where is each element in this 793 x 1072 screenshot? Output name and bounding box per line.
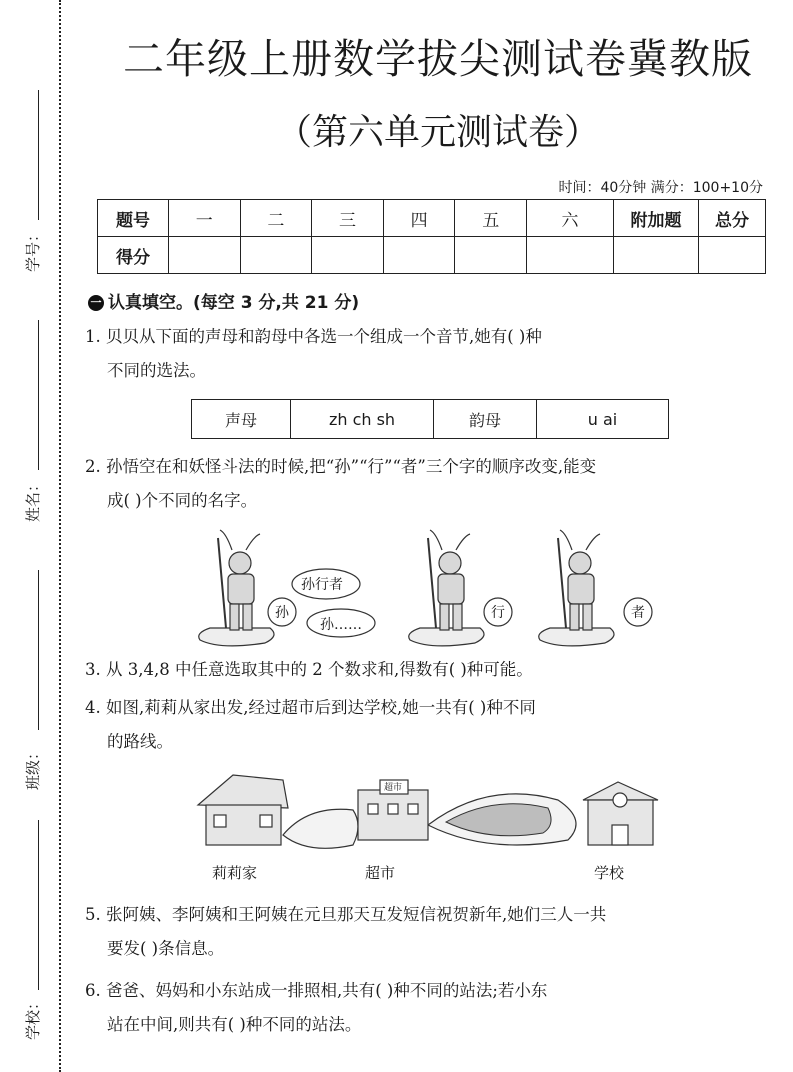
question-2-line-2: 成( )个不同的名字。 bbox=[107, 491, 258, 510]
caption-home: 莉莉家 bbox=[212, 864, 258, 882]
bubble-text-2: 孙…… bbox=[320, 617, 362, 633]
question-3 bbox=[85, 653, 765, 687]
bubble-text-1: 孙行者 bbox=[301, 577, 343, 593]
page-title: 二年级上册数学拔尖测试卷冀教版 bbox=[123, 35, 753, 83]
score-header-cell: 题号 bbox=[98, 200, 169, 237]
question-6-line-2: 站在中间,则共有( )种不同的站法。 bbox=[107, 1015, 362, 1034]
pinyin-header-initials: 声母 bbox=[192, 400, 291, 439]
cloud-label-2: 行 bbox=[491, 605, 505, 621]
class-label: 班级： bbox=[24, 744, 42, 790]
score-input-cell[interactable] bbox=[699, 237, 766, 274]
score-input-cell[interactable] bbox=[169, 237, 241, 274]
page-subtitle: （第六单元测试卷） bbox=[275, 112, 600, 153]
question-4-line-2: 的路线。 bbox=[107, 732, 173, 751]
question-6 bbox=[85, 974, 765, 1042]
monkey-figure-3 bbox=[539, 530, 614, 646]
score-header-cell: 五 bbox=[455, 200, 527, 237]
pinyin-header-finals: 韵母 bbox=[434, 400, 537, 439]
pinyin-table bbox=[191, 399, 669, 439]
caption-market: 超市 bbox=[365, 864, 396, 882]
question-5 bbox=[85, 898, 765, 966]
score-input-cell[interactable] bbox=[527, 237, 614, 274]
name-label: 姓名： bbox=[24, 476, 42, 522]
score-table bbox=[97, 199, 766, 274]
score-header-cell: 总分 bbox=[699, 200, 766, 237]
section-heading bbox=[88, 288, 359, 313]
question-1 bbox=[85, 320, 765, 388]
section-marker-icon: 一 bbox=[88, 295, 104, 311]
pinyin-finals: u ai bbox=[537, 400, 669, 439]
school-icon bbox=[583, 782, 658, 845]
section-title: 认真填空。(每空 3 分,共 21 分) bbox=[108, 293, 360, 313]
question-3-line-1: 3. 从 3,4,8 中任意选取其中的 2 个数求和,得数有( )种可能。 bbox=[85, 660, 533, 679]
score-input-cell[interactable] bbox=[383, 237, 455, 274]
score-header-cell: 附加题 bbox=[614, 200, 699, 237]
cloud-label-1: 孙 bbox=[275, 605, 289, 621]
score-input-cell[interactable] bbox=[455, 237, 527, 274]
score-input-cell[interactable] bbox=[240, 237, 312, 274]
market-sign: 超市 bbox=[384, 783, 403, 793]
road-loop-1 bbox=[283, 809, 358, 848]
caption-school: 学校 bbox=[594, 864, 625, 882]
binding-dashed-line bbox=[59, 0, 61, 1072]
score-header-cell: 二 bbox=[240, 200, 312, 237]
score-header-cell: 六 bbox=[527, 200, 614, 237]
pinyin-initials: zh ch sh bbox=[291, 400, 434, 439]
question-2 bbox=[85, 450, 765, 518]
question-2-line-1: 2. 孙悟空在和妖怪斗法的时候,把“孙”“行”“者”三个字的顺序改变,能变 bbox=[85, 457, 597, 476]
score-header-cell: 三 bbox=[312, 200, 384, 237]
score-row-label: 得分 bbox=[98, 237, 169, 274]
time-info: 时间：40分钟 满分：100+10分 bbox=[558, 180, 763, 196]
question-5-line-2: 要发( )条信息。 bbox=[107, 939, 225, 958]
score-input-cell[interactable] bbox=[312, 237, 384, 274]
question-6-line-1: 6. 爸爸、妈妈和小东站成一排照相,共有( )种不同的站法;若小东 bbox=[85, 981, 548, 1000]
question-5-line-1: 5. 张阿姨、李阿姨和王阿姨在元旦那天互发短信祝贺新年,她们三人一共 bbox=[85, 905, 607, 924]
question-4-line-1: 4. 如图,莉莉从家出发,经过超市后到达学校,她一共有( )种不同 bbox=[85, 698, 536, 717]
student-id-label: 学号： bbox=[24, 226, 42, 272]
score-header-cell: 一 bbox=[169, 200, 241, 237]
school-label: 学校： bbox=[24, 994, 42, 1040]
question-1-line-2: 不同的选法。 bbox=[107, 361, 206, 380]
route-illustration bbox=[188, 770, 668, 860]
question-4 bbox=[85, 691, 765, 759]
monkey-king-illustration bbox=[190, 528, 780, 658]
cloud-label-3: 者 bbox=[631, 605, 645, 621]
monkey-figure-2 bbox=[409, 530, 484, 646]
house-icon bbox=[198, 775, 288, 845]
question-1-line-1: 1. 贝贝从下面的声母和韵母中各选一个组成一个音节,她有( )种 bbox=[85, 327, 542, 346]
monkey-figure-1 bbox=[199, 530, 274, 646]
score-header-row bbox=[98, 200, 766, 237]
score-header-cell: 四 bbox=[383, 200, 455, 237]
score-value-row bbox=[98, 237, 766, 274]
score-input-cell[interactable] bbox=[614, 237, 699, 274]
